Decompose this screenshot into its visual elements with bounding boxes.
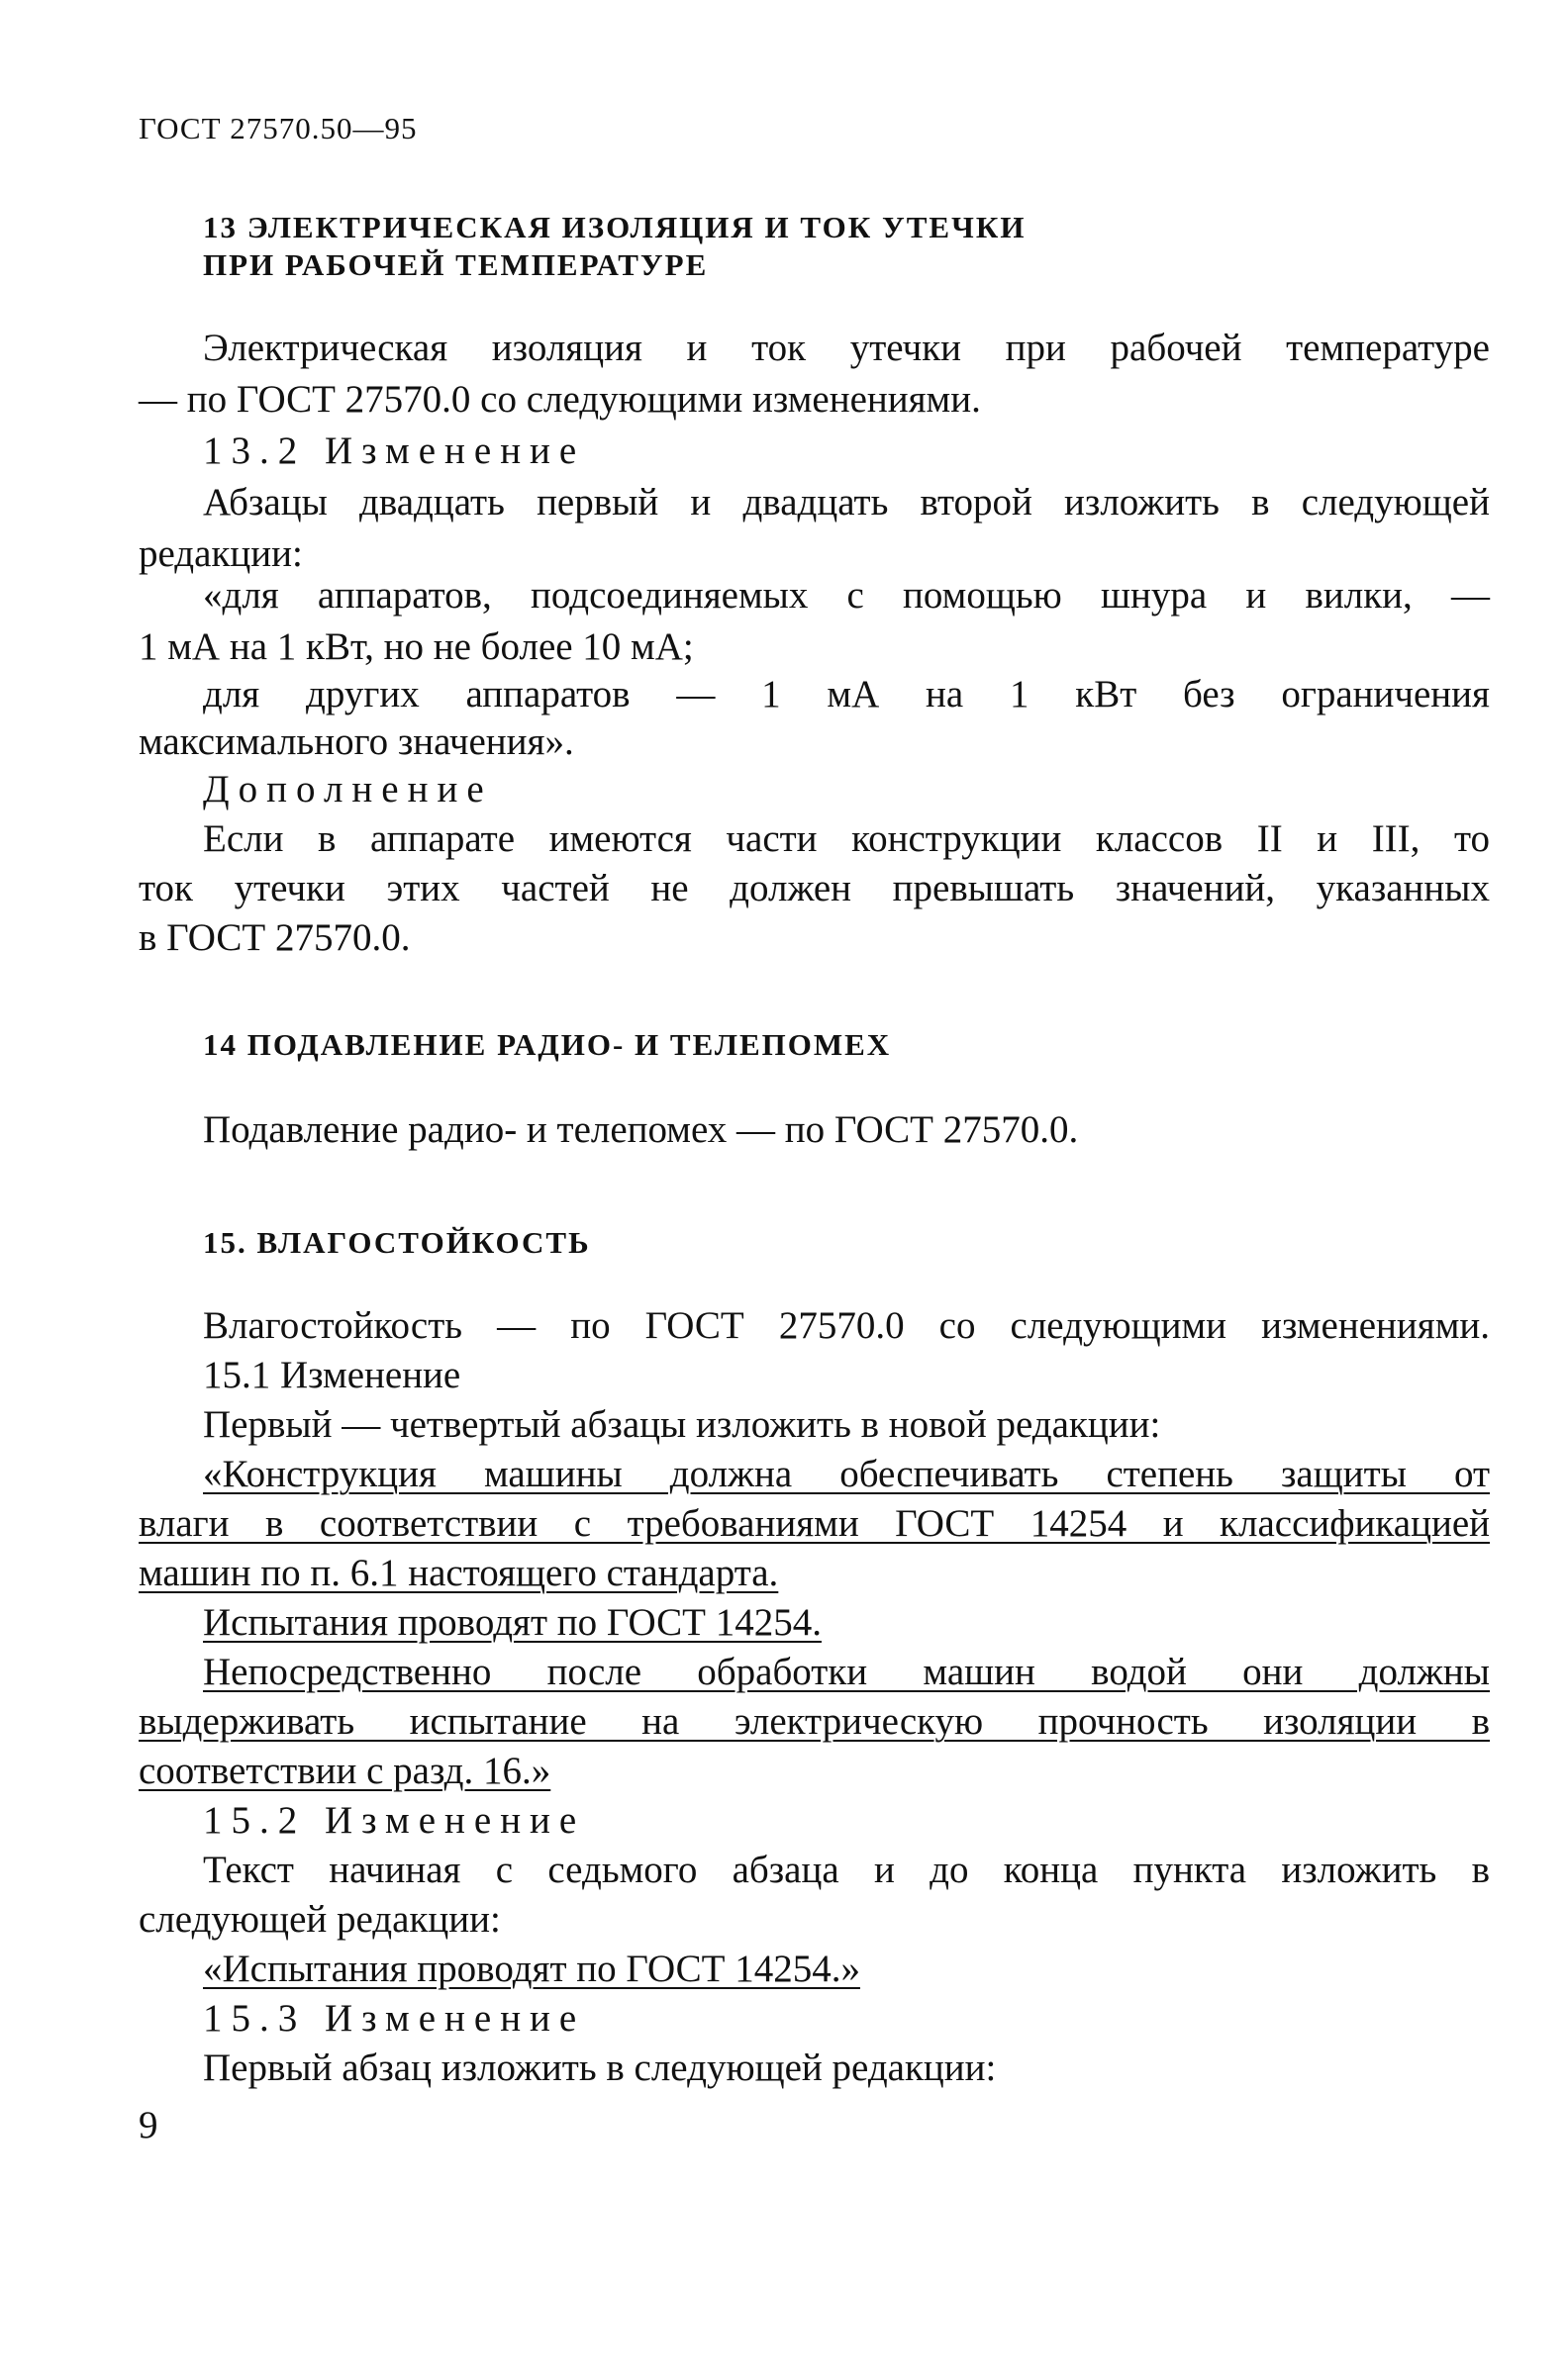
section-14-title: 14 ПОДАВЛЕНИЕ РАДИО- И ТЕЛЕПОМЕХ [203, 1027, 892, 1062]
document-header: ГОСТ 27570.50—95 [139, 111, 418, 145]
page-number: 9 [139, 2104, 158, 2146]
subsection-13-2-heading: 13.2 Изменение [203, 429, 586, 472]
underlined-quote-line: выдерживать испытание на электрическую прочность изоляции в [139, 1700, 1490, 1743]
subsection-15-2-heading: 15.2 Изменение [203, 1799, 586, 1842]
section-13-paragraph-line: — по ГОСТ 27570.0 со следующими изменениями. [139, 378, 981, 421]
underlined-quote-line: соответствии с разд. 16.» [139, 1750, 551, 1792]
section-13-quote-line: «для аппаратов, подсоединяемых с помощью шнура и вилки, — [203, 574, 1490, 617]
section-15-paragraph-line: Текст начиная с седьмого абзаца и до конца пункта изложить в [203, 1849, 1490, 1891]
underlined-quote-line: Испытания проводят по ГОСТ 14254. [203, 1601, 822, 1644]
section-15-paragraph: Первый — четвертый абзацы изложить в новой редакции: [203, 1403, 1161, 1446]
section-15-paragraph: Первый абзац изложить в следующей редакции: [203, 2047, 997, 2089]
addition-heading: Дополнение [203, 768, 493, 810]
underlined-quote-line: машин по п. 6.1 настоящего стандарта. [139, 1552, 779, 1594]
section-13-paragraph-line: Если в аппарате имеются части конструкции классов II и III, то [203, 817, 1490, 860]
subsection-15-1-heading: 15.1 Изменение [203, 1354, 461, 1396]
section-13-quote-line: для других аппаратов — 1 мА на 1 кВт без ограничения [203, 673, 1490, 715]
underlined-quote-line: влаги в соответствии с требованиями ГОСТ 14254 и классификацией [139, 1502, 1490, 1545]
underlined-quote-line: Непосредственно после обработки машин водой они должны [203, 1651, 1490, 1693]
section-13-quote-line: 1 мА на 1 кВт, но не более 10 мА; [139, 625, 694, 668]
section-13-paragraph-line: ток утечки этих частей не должен превышать значений, указанных [139, 867, 1490, 909]
section-15-title: 15. ВЛАГОСТОЙКОСТЬ [203, 1225, 591, 1260]
section-15-paragraph-line: следующей редакции: [139, 1898, 501, 1941]
underlined-quote-line: «Испытания проводят по ГОСТ 14254.» [203, 1948, 860, 1990]
section-13-paragraph-line: Абзацы двадцать первый и двадцать второй изложить в следующей [203, 481, 1490, 524]
subsection-15-3-heading: 15.3 Изменение [203, 1997, 586, 2040]
section-14-paragraph: Подавление радио- и телепомех — по ГОСТ 27570.0. [203, 1108, 1079, 1151]
section-15-paragraph: Влагостойкость — по ГОСТ 27570.0 со следующими изменениями. [203, 1304, 1490, 1347]
underlined-quote-line: «Конструкция машины должна обеспечивать степень защиты от [203, 1453, 1490, 1495]
section-13-paragraph-line: в ГОСТ 27570.0. [139, 916, 411, 959]
section-13-paragraph-line: Электрическая изоляция и ток утечки при рабочей температуре [203, 327, 1490, 369]
section-13-quote-line: максимального значения». [139, 720, 574, 763]
section-13-paragraph-line: редакции: [139, 532, 303, 575]
section-13-title-line2: ПРИ РАБОЧЕЙ ТЕМПЕРАТУРЕ [203, 247, 709, 282]
section-13-title-line1: 13 ЭЛЕКТРИЧЕСКАЯ ИЗОЛЯЦИЯ И ТОК УТЕЧКИ [203, 210, 1027, 244]
